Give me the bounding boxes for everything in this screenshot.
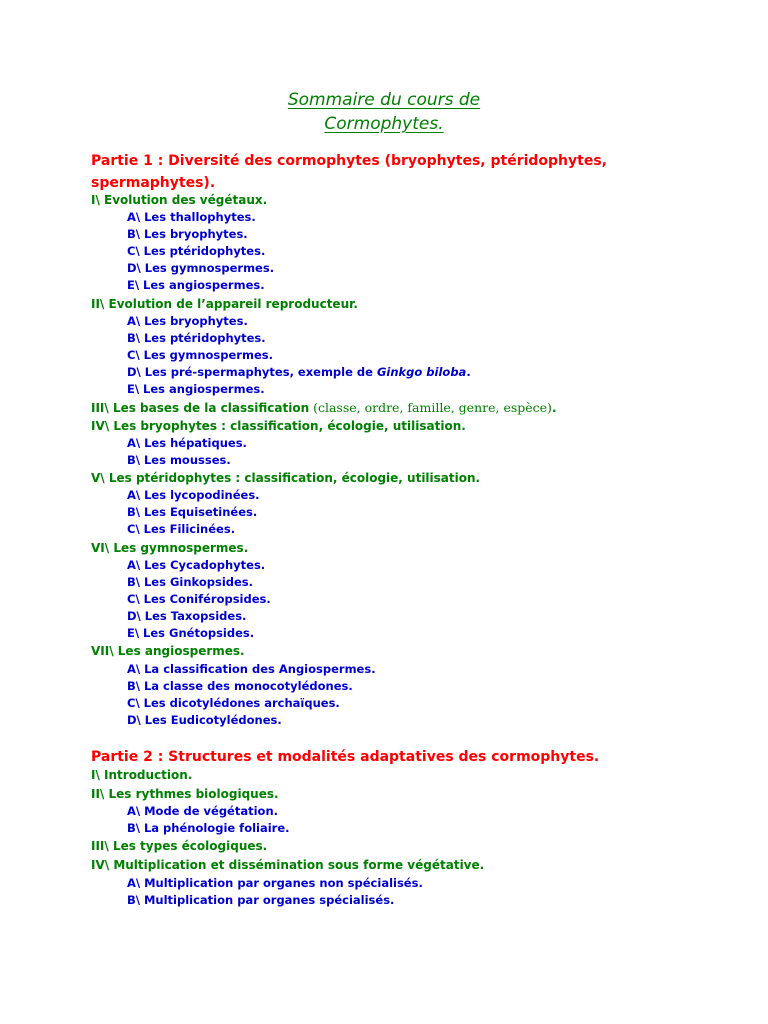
list-item: B\ Les Equisetinées. xyxy=(127,505,258,519)
list-item: E\ Les angiospermes. xyxy=(127,278,265,292)
list-item: B\ Les bryophytes. xyxy=(127,227,248,241)
list-item: A\ Les bryophytes. xyxy=(127,314,248,328)
section-heading: IV\ Les bryophytes : classification, écologie, utilisation. xyxy=(91,419,466,433)
section-heading: I\ Introduction. xyxy=(91,768,193,782)
list-item: C\ Les Coniféropsides. xyxy=(127,592,271,606)
section-heading: I\ Evolution des végétaux. xyxy=(91,193,268,207)
list-item: B\ Les mousses. xyxy=(127,453,231,467)
list-item: A\ Les thallophytes. xyxy=(127,210,256,224)
list-item: A\ La classification des Angiospermes. xyxy=(127,662,376,676)
species-name: Ginkgo biloba xyxy=(376,365,467,379)
list-item: A\ Mode de végétation. xyxy=(127,804,278,818)
list-item: D\ Les Taxopsides. xyxy=(127,609,247,623)
list-item: A\ Multiplication par organes non spécialisés. xyxy=(127,876,423,890)
list-item: B\ La phénologie foliaire. xyxy=(127,821,290,835)
list-item: A\ Les hépatiques. xyxy=(127,436,247,450)
list-item: B\ Les Ginkopsides. xyxy=(127,575,254,589)
list-item: D\ Les gymnospermes. xyxy=(127,261,275,275)
title-line-2: Cormophytes. xyxy=(324,114,444,134)
section-heading: IV\ Multiplication et dissémination sous forme végétative. xyxy=(91,858,485,872)
list-item: C\ Les ptéridophytes. xyxy=(127,244,266,258)
list-item: C\ Les gymnospermes. xyxy=(127,348,273,362)
section-heading: V\ Les ptéridophytes : classification, écologie, utilisation. xyxy=(91,471,481,485)
part1-heading: Partie 1 : Diversité des cormophytes (bryophytes, ptéridophytes, spermaphytes). xyxy=(91,153,607,191)
title-line-1: Sommaire du cours de xyxy=(287,90,481,110)
list-item: D\ Les Eudicotylédones. xyxy=(127,713,282,727)
part2-heading: Partie 2 : Structures et modalités adaptatives des cormophytes. xyxy=(91,749,600,765)
list-item: D\ Les pré-spermaphytes, exemple de Ginkgo biloba. xyxy=(127,365,471,379)
list-item: C\ Les dicotylédones archaïques. xyxy=(127,696,340,710)
list-item: A\ Les Cycadophytes. xyxy=(127,558,266,572)
list-item: A\ Les lycopodinées. xyxy=(127,488,260,502)
section-heading: VI\ Les gymnospermes. xyxy=(91,541,249,555)
list-item: B\ La classe des monocotylédones. xyxy=(127,679,353,693)
section-heading: II\ Evolution de l’appareil reproducteur. xyxy=(91,297,358,311)
section-heading: VII\ Les angiospermes. xyxy=(91,644,245,658)
list-item: C\ Les Filicinées. xyxy=(127,522,236,536)
section-heading: III\ Les types écologiques. xyxy=(91,839,268,853)
list-item: B\ Multiplication par organes spécialisés. xyxy=(127,893,395,907)
list-item: E\ Les angiospermes. xyxy=(127,382,265,396)
list-item: B\ Les ptéridophytes. xyxy=(127,331,266,345)
section-heading: II\ Les rythmes biologiques. xyxy=(91,787,279,801)
section-heading: III\ Les bases de la classification (classe, ordre, famille, genre, espèce). xyxy=(91,400,557,415)
list-item: E\ Les Gnétopsides. xyxy=(127,626,255,640)
